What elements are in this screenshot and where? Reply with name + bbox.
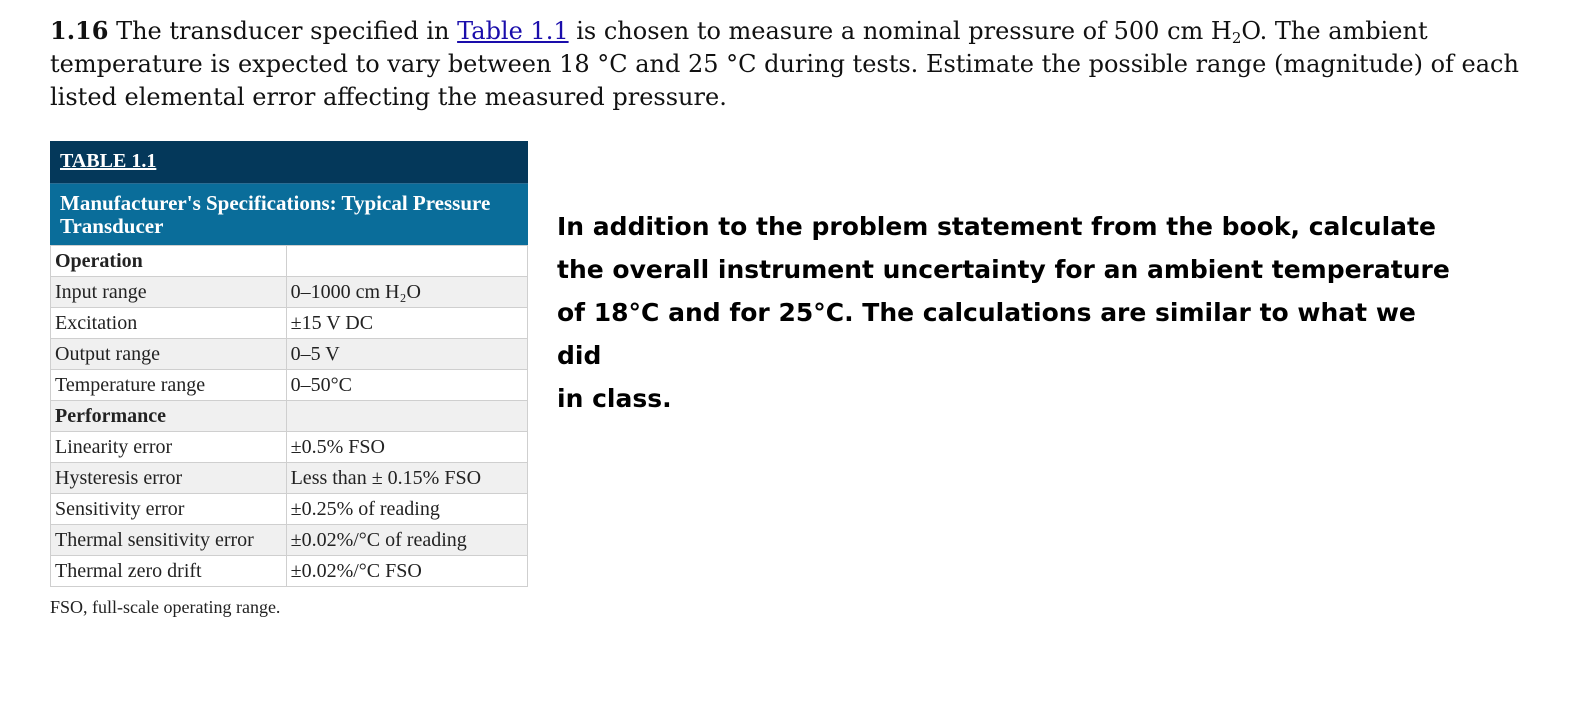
value-cell: ±15 V DC bbox=[286, 308, 527, 339]
table-link[interactable]: Table 1.1 bbox=[457, 17, 569, 45]
value-cell: 0–5 V bbox=[286, 339, 527, 370]
value-cell: ±0.25% of reading bbox=[286, 494, 527, 525]
param-cell: Thermal zero drift bbox=[51, 556, 287, 587]
value-cell: ±0.5% FSO bbox=[286, 432, 527, 463]
note-line: the overall instrument uncertainty for an ambient temperature bbox=[557, 255, 1450, 284]
note-line: of 18°C and for 25°C. The calculations are similar to what we did bbox=[557, 298, 1416, 370]
param-cell: Excitation bbox=[51, 308, 287, 339]
param-cell: Operation bbox=[51, 246, 287, 277]
param-cell: Performance bbox=[51, 401, 287, 432]
table-footnote: FSO, full-scale operating range. bbox=[50, 597, 281, 617]
table-row bbox=[51, 432, 528, 463]
value-cell: ±0.02%/°C of reading bbox=[286, 525, 527, 556]
param-cell: Input range bbox=[51, 277, 287, 308]
note-line: In addition to the problem statement from the book, calculate bbox=[557, 212, 1436, 241]
param-cell: Temperature range bbox=[51, 370, 287, 401]
value-cell: ±0.02%/°C FSO bbox=[286, 556, 527, 587]
table-row bbox=[51, 339, 528, 370]
value-cell bbox=[286, 401, 527, 432]
problem-statement bbox=[50, 14, 1550, 114]
table-row bbox=[51, 370, 528, 401]
value-cell: Less than ± 0.15% FSO bbox=[286, 463, 527, 494]
problem-text-end: O. The ambient temperature is expected to vary between 18 °C and 25 °C during tests. Estimate the possible range (magnitude) of each listed elemental error affecting the measured pressure. bbox=[50, 17, 1519, 111]
instructor-note bbox=[557, 205, 1457, 420]
table-row bbox=[51, 463, 528, 494]
table-section-row bbox=[51, 401, 528, 432]
param-cell: Hysteresis error bbox=[51, 463, 287, 494]
problem-text-start: The transducer specified in bbox=[108, 17, 458, 45]
value-cell: 0–50°C bbox=[286, 370, 527, 401]
param-cell: Linearity error bbox=[51, 432, 287, 463]
problem-text-middle: is chosen to measure a nominal pressure of 500 cm H bbox=[568, 17, 1232, 45]
table-row bbox=[51, 525, 528, 556]
value-cell bbox=[286, 246, 527, 277]
spec-table-container bbox=[50, 141, 528, 618]
param-cell: Thermal sensitivity error bbox=[51, 525, 287, 556]
table-section-row bbox=[51, 246, 528, 277]
param-cell: Output range bbox=[51, 339, 287, 370]
table-label: TABLE 1.1 bbox=[50, 141, 528, 184]
table-caption: Manufacturer's Specifications: Typical Pressure Transducer bbox=[50, 184, 528, 245]
subscript-2: 2 bbox=[1231, 29, 1242, 47]
spec-table bbox=[50, 245, 528, 587]
value-cell: 0–1000 cm H₂O bbox=[286, 277, 527, 308]
param-cell: Sensitivity error bbox=[51, 494, 287, 525]
table-row bbox=[51, 277, 528, 308]
table-row bbox=[51, 556, 528, 587]
table-row bbox=[51, 494, 528, 525]
table-row bbox=[51, 308, 528, 339]
problem-number: 1.16 bbox=[50, 16, 109, 45]
note-line: in class. bbox=[557, 384, 672, 413]
